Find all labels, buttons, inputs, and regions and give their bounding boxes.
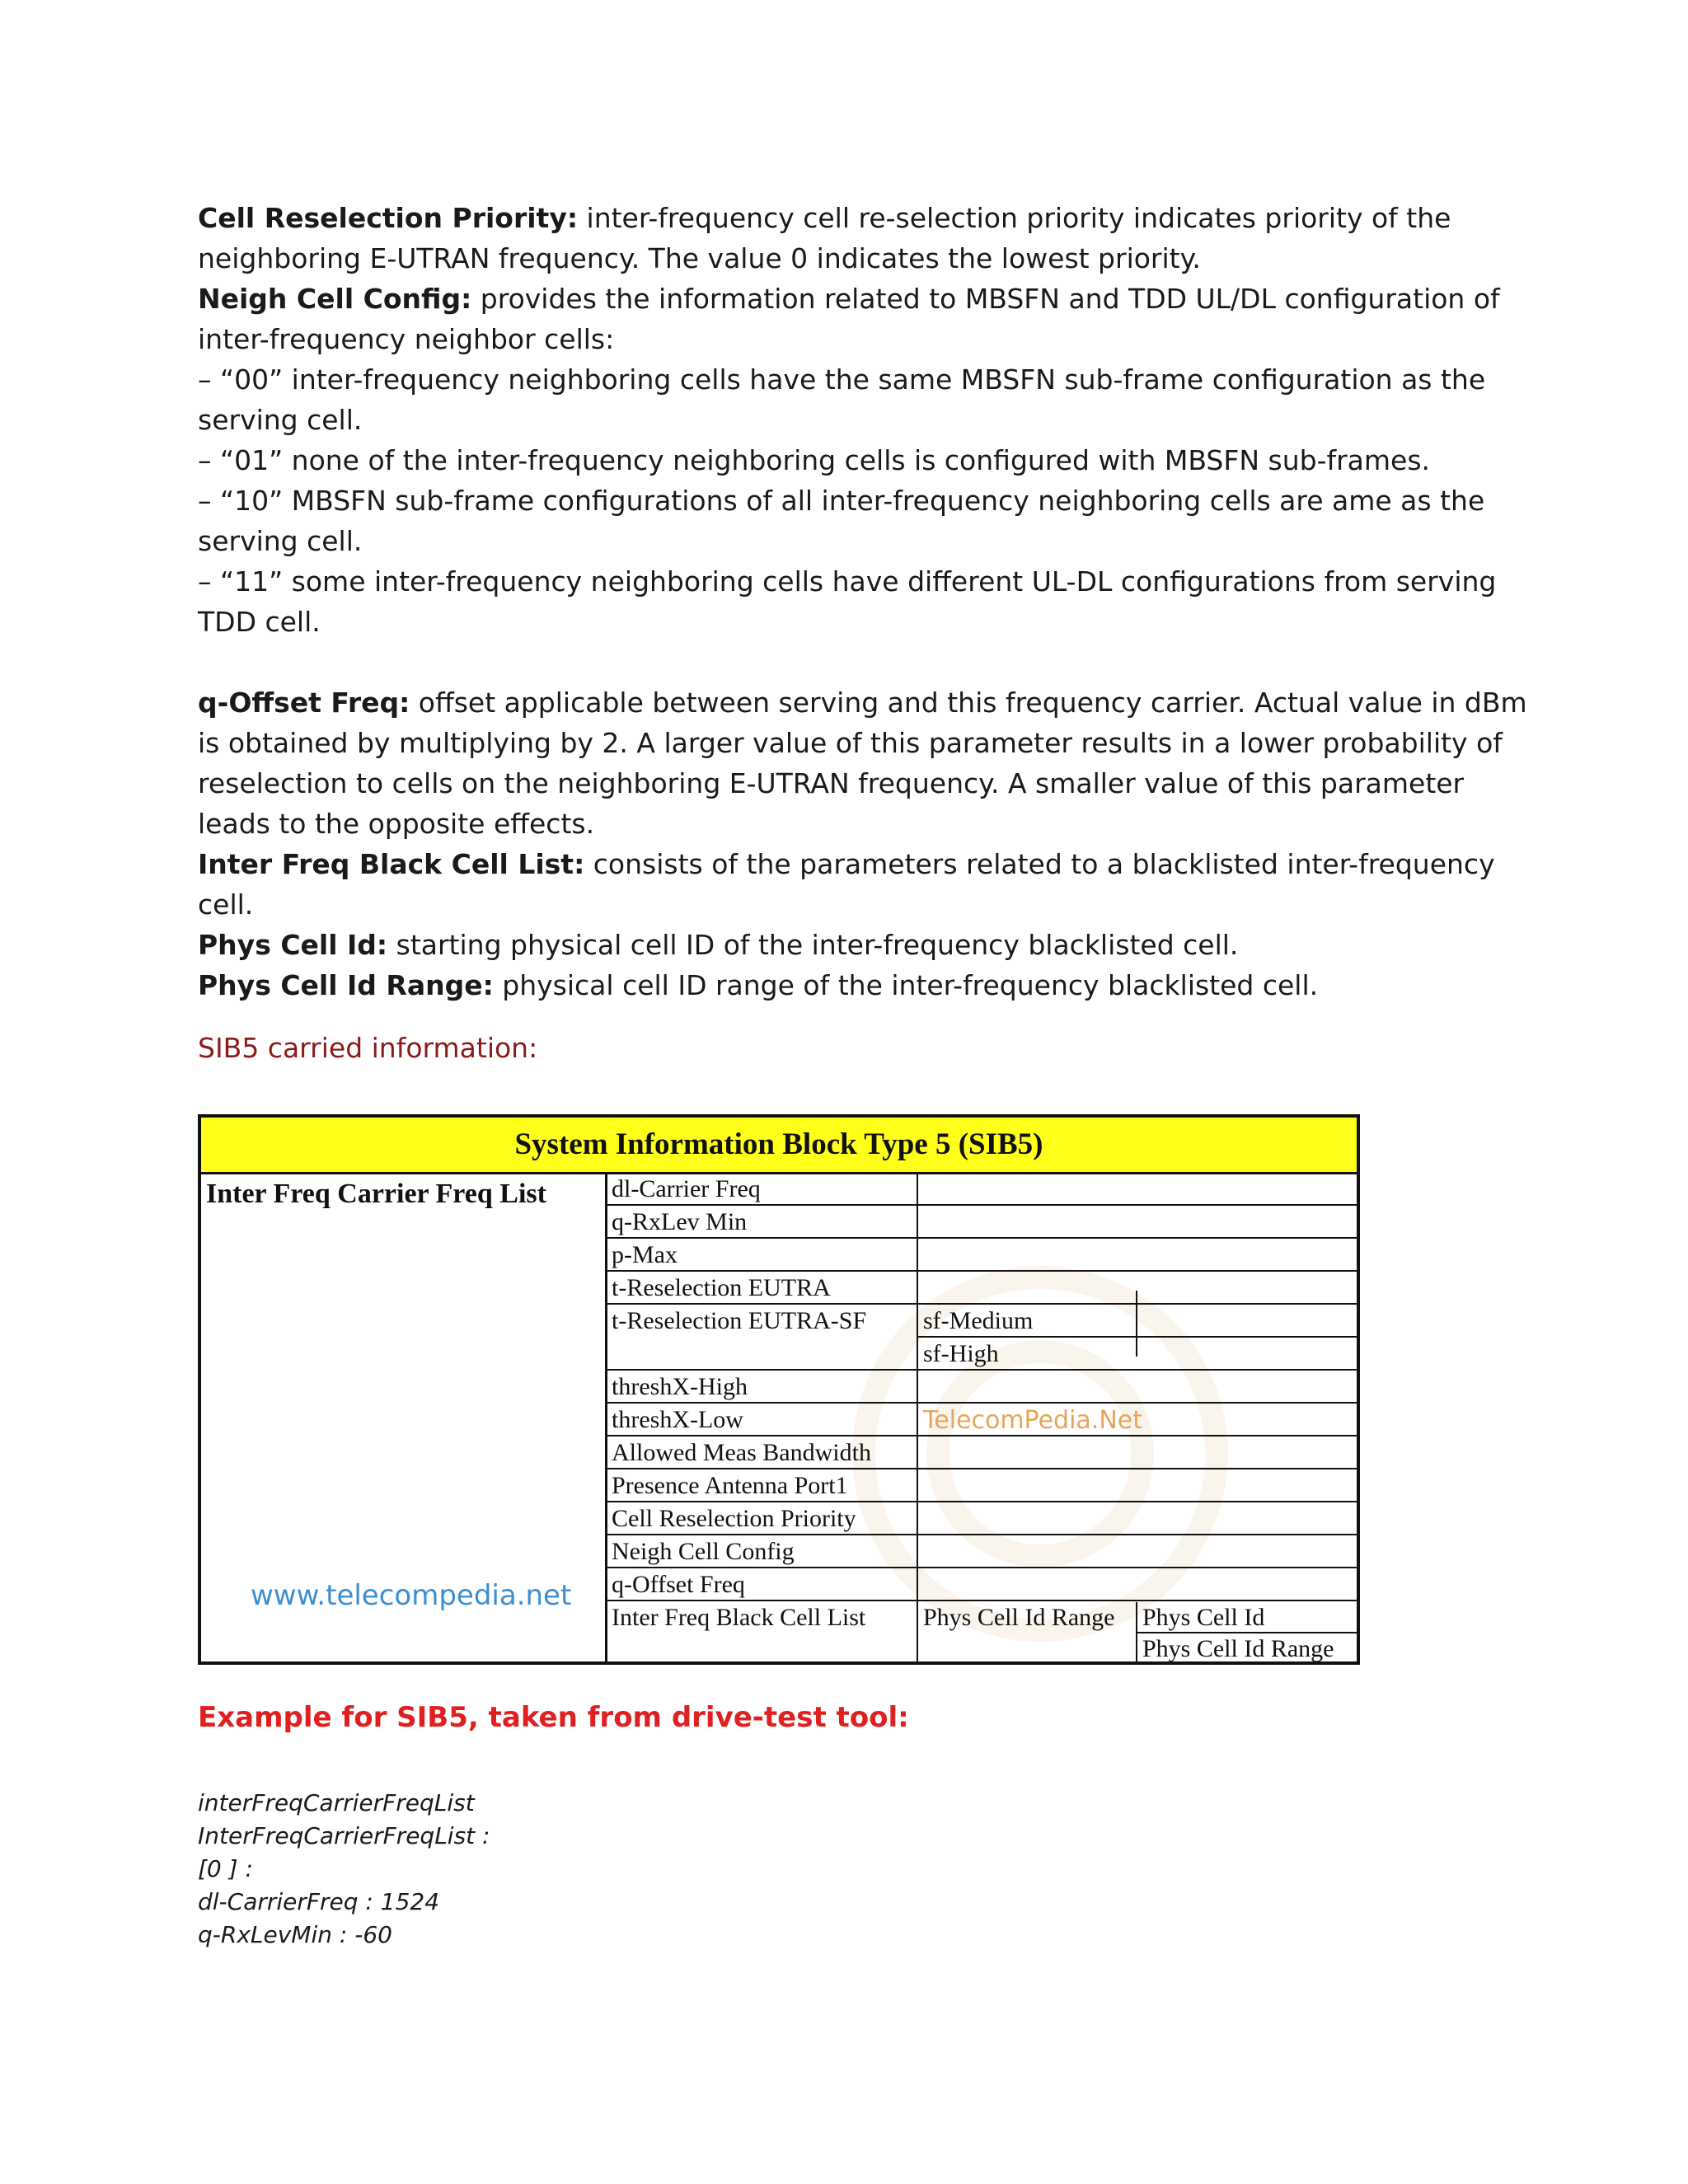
- code-line: [0 ] :: [198, 1855, 253, 1882]
- column-divider-sf: [1136, 1291, 1137, 1357]
- paragraph-text: provides the information related to MBSFN and TDD UL/DL configuration of: [471, 283, 1500, 315]
- watermark-url: www.telecompedia.net: [251, 1579, 572, 1612]
- row-t-reselection-eutra-sf: t-Reselection EUTRA-SF: [612, 1307, 867, 1334]
- code-line: q-RxLevMin : -60: [198, 1921, 392, 1948]
- row-allowed-meas-bandwidth: Allowed Meas Bandwidth: [612, 1439, 871, 1466]
- term-label: q-Offset Freq:: [198, 687, 410, 719]
- example-heading: Example for SIB5, taken from drive-test tool:: [198, 1701, 909, 1734]
- paragraph-line: is obtained by multiplying by 2. A larger value of this parameter results in a lower probability of: [198, 727, 1503, 759]
- term-label: Cell Reselection Priority:: [198, 202, 579, 234]
- row-p-max: p-Max: [612, 1241, 678, 1268]
- cell-sf-medium: sf-Medium: [923, 1307, 1034, 1334]
- paragraph-line: reselection to cells on the neighboring E-UTRAN frequency. A smaller value of this parameter: [198, 767, 1465, 799]
- watermark-center-text: TelecomPedia.Net: [923, 1406, 1142, 1435]
- paragraph-q-offset-freq: [198, 682, 1527, 723]
- paragraph-inter-freq-black-cell-list: [198, 844, 1517, 884]
- paragraph-line: inter-frequency neighbor cells:: [198, 323, 615, 355]
- term-label: Phys Cell Id:: [198, 929, 388, 961]
- code-line: interFreqCarrierFreqList: [198, 1789, 475, 1816]
- paragraph-text: inter-frequency cell re-selection priority indicates priority of the: [578, 202, 1451, 234]
- left-column: [201, 1172, 607, 1661]
- row-inter-freq-black-cell-list: Inter Freq Black Cell List: [612, 1604, 866, 1631]
- bullet-01: – “01” none of the inter-frequency neighboring cells is configured with MBSFN sub-frames.: [198, 444, 1431, 476]
- row-neigh-cell-config: Neigh Cell Config: [612, 1538, 795, 1565]
- bullet-11-cont: TDD cell.: [198, 606, 321, 638]
- term-label: Inter Freq Black Cell List:: [198, 848, 585, 880]
- row-dl-carrier-freq: dl-Carrier Freq: [612, 1175, 761, 1202]
- paragraph-text: consists of the parameters related to a blacklisted inter-frequency: [584, 848, 1495, 880]
- row-cell-reselection-priority: Cell Reselection Priority: [612, 1505, 856, 1532]
- code-line: dl-CarrierFreq : 1524: [198, 1888, 440, 1915]
- paragraph-phys-cell-id: [198, 925, 1517, 965]
- sib5-table-figure: [198, 1114, 1360, 1665]
- column-divider: [917, 1172, 918, 1665]
- row-threshx-high: threshX-High: [612, 1373, 748, 1400]
- paragraph-line: leads to the opposite effects.: [198, 808, 595, 840]
- paragraph-line: neighboring E-UTRAN frequency. The value 0 indicates the lowest priority.: [198, 242, 1201, 274]
- blank-line: [198, 642, 1517, 682]
- row-presence-antenna-port1: Presence Antenna Port1: [612, 1472, 848, 1499]
- paragraph-phys-cell-id-range: [198, 965, 1517, 1005]
- cell-phys-cell-id-range: Phys Cell Id Range: [923, 1604, 1115, 1631]
- paragraph-text: offset applicable between serving and this frequency carrier. Actual value in dBm: [410, 687, 1527, 719]
- paragraph-neigh-cell-config: [198, 279, 1517, 319]
- cell-sf-high: sf-High: [923, 1340, 999, 1367]
- row-t-reselection-eutra: t-Reselection EUTRA: [612, 1274, 831, 1301]
- bullet-00: – “00” inter-frequency neighboring cells have the same MBSFN sub-frame configuration as the: [198, 363, 1486, 396]
- term-label: Phys Cell Id Range:: [198, 969, 494, 1001]
- inter-freq-carrier-freq-list-label: Inter Freq Carrier Freq List: [206, 1179, 546, 1209]
- bullet-00-cont: serving cell.: [198, 404, 363, 436]
- example-code-block: [198, 1787, 490, 1952]
- paragraph-cell-reselection-priority: [198, 198, 1517, 238]
- term-label: Neigh Cell Config:: [198, 283, 472, 315]
- row-q-rxlev-min: q-RxLev Min: [612, 1208, 748, 1235]
- cell-phys-cell-id: Phys Cell Id: [1142, 1604, 1265, 1631]
- sib5-heading: SIB5 carried information:: [198, 1032, 538, 1064]
- bullet-11: – “11” some inter-frequency neighboring cells have different UL-DL configurations from serving: [198, 565, 1497, 598]
- paragraph-text: physical cell ID range of the inter-frequency blacklisted cell.: [493, 969, 1319, 1001]
- row-threshx-low: threshX-Low: [612, 1406, 743, 1433]
- bullet-10: – “10” MBSFN sub-frame configurations of all inter-frequency neighboring cells are ame as the: [198, 485, 1485, 517]
- table-title: System Information Block Type 5 (SIB5): [201, 1118, 1357, 1174]
- paragraph-text: starting physical cell ID of the inter-frequency blacklisted cell.: [387, 929, 1239, 961]
- code-line: InterFreqCarrierFreqList :: [198, 1822, 490, 1849]
- description-text: [198, 198, 1527, 1005]
- bullet-10-cont: serving cell.: [198, 525, 363, 557]
- paragraph-line: cell.: [198, 888, 254, 921]
- row-q-offset-freq: q-Offset Freq: [612, 1571, 745, 1598]
- cell-phys-cell-id-range-right: Phys Cell Id Range: [1142, 1635, 1334, 1662]
